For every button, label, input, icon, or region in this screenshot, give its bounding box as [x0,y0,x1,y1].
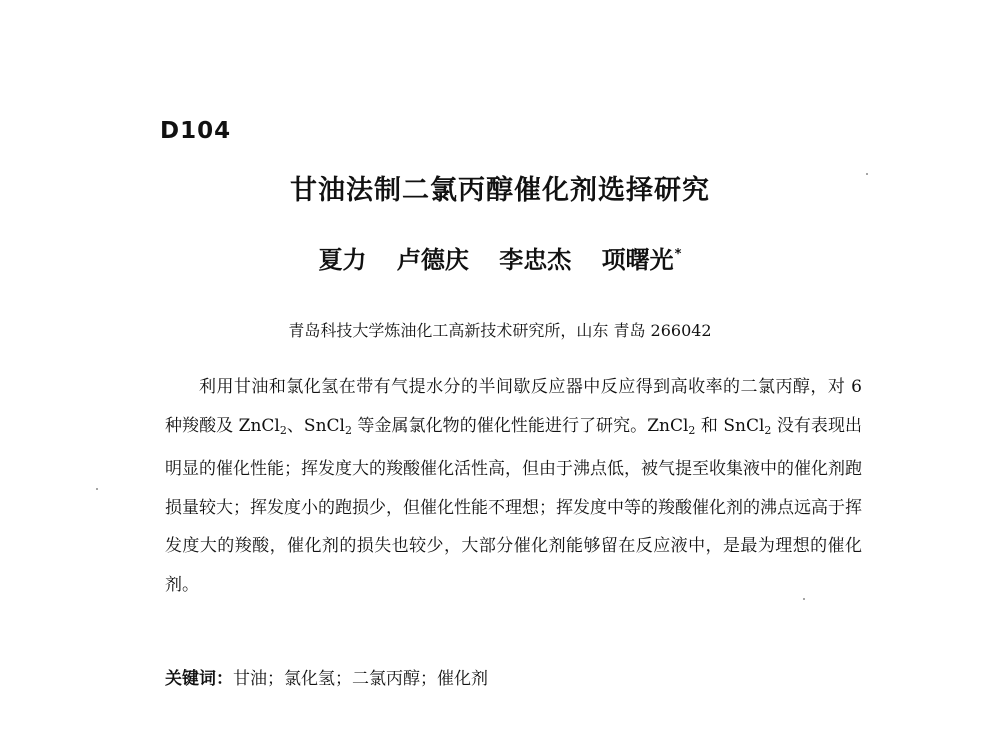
subscript: 2 [688,423,696,437]
author-name: 夏力 [318,246,367,274]
abstract-text: 、SnCl [286,415,345,436]
affiliation: 青岛科技大学炼油化工高新技术研究所，山东 青岛 266042 [288,321,712,340]
subscript: 2 [344,423,352,437]
keywords [165,664,488,689]
scan-speck [866,173,868,175]
keywords-label: 关键词： [165,669,233,689]
abstract-text: 等金属氯化物的催化性能进行了研究。ZnCl [351,415,689,436]
author-list [0,240,1000,275]
abstract-text: 利用甘油和氯化氢在带有气提水分的半间歇反应器中反应得到高收率的二氯丙醇，对 6 种羧酸及 ZnCl [165,377,862,436]
subscript: 2 [279,423,287,437]
keywords-text: 甘油；氯化氢；二氯丙醇；催化剂 [233,669,488,689]
paper-title: 甘油法制二氯丙醇催化剂选择研究 [290,175,710,206]
author-name-corresponding [602,246,682,274]
corresponding-author-mark: * [674,247,682,262]
abstract-text: 没有表现出明显的催化性能；挥发度大的羧酸催化活性高，但由于沸点低，被气提至收集液中的催化剂跑损量较大；挥发度小的跑损少，但催化性能不理想；挥发度中等的羧酸催化剂的沸点远高于挥发度大的羧酸，催化剂的损失也较少，大部分催化剂能够留在反应液中，是最为理想的催化剂。 [165,415,863,595]
abstract-text: 和 SnCl [695,415,765,436]
scan-speck [96,488,98,490]
author-name: 项曙光 [601,246,674,274]
scan-speck [803,598,805,600]
subscript: 2 [764,423,772,437]
abstract-body [165,368,862,604]
author-name: 卢德庆 [396,246,469,274]
paper-code: D104 [160,118,232,144]
author-name: 李忠杰 [499,246,572,274]
